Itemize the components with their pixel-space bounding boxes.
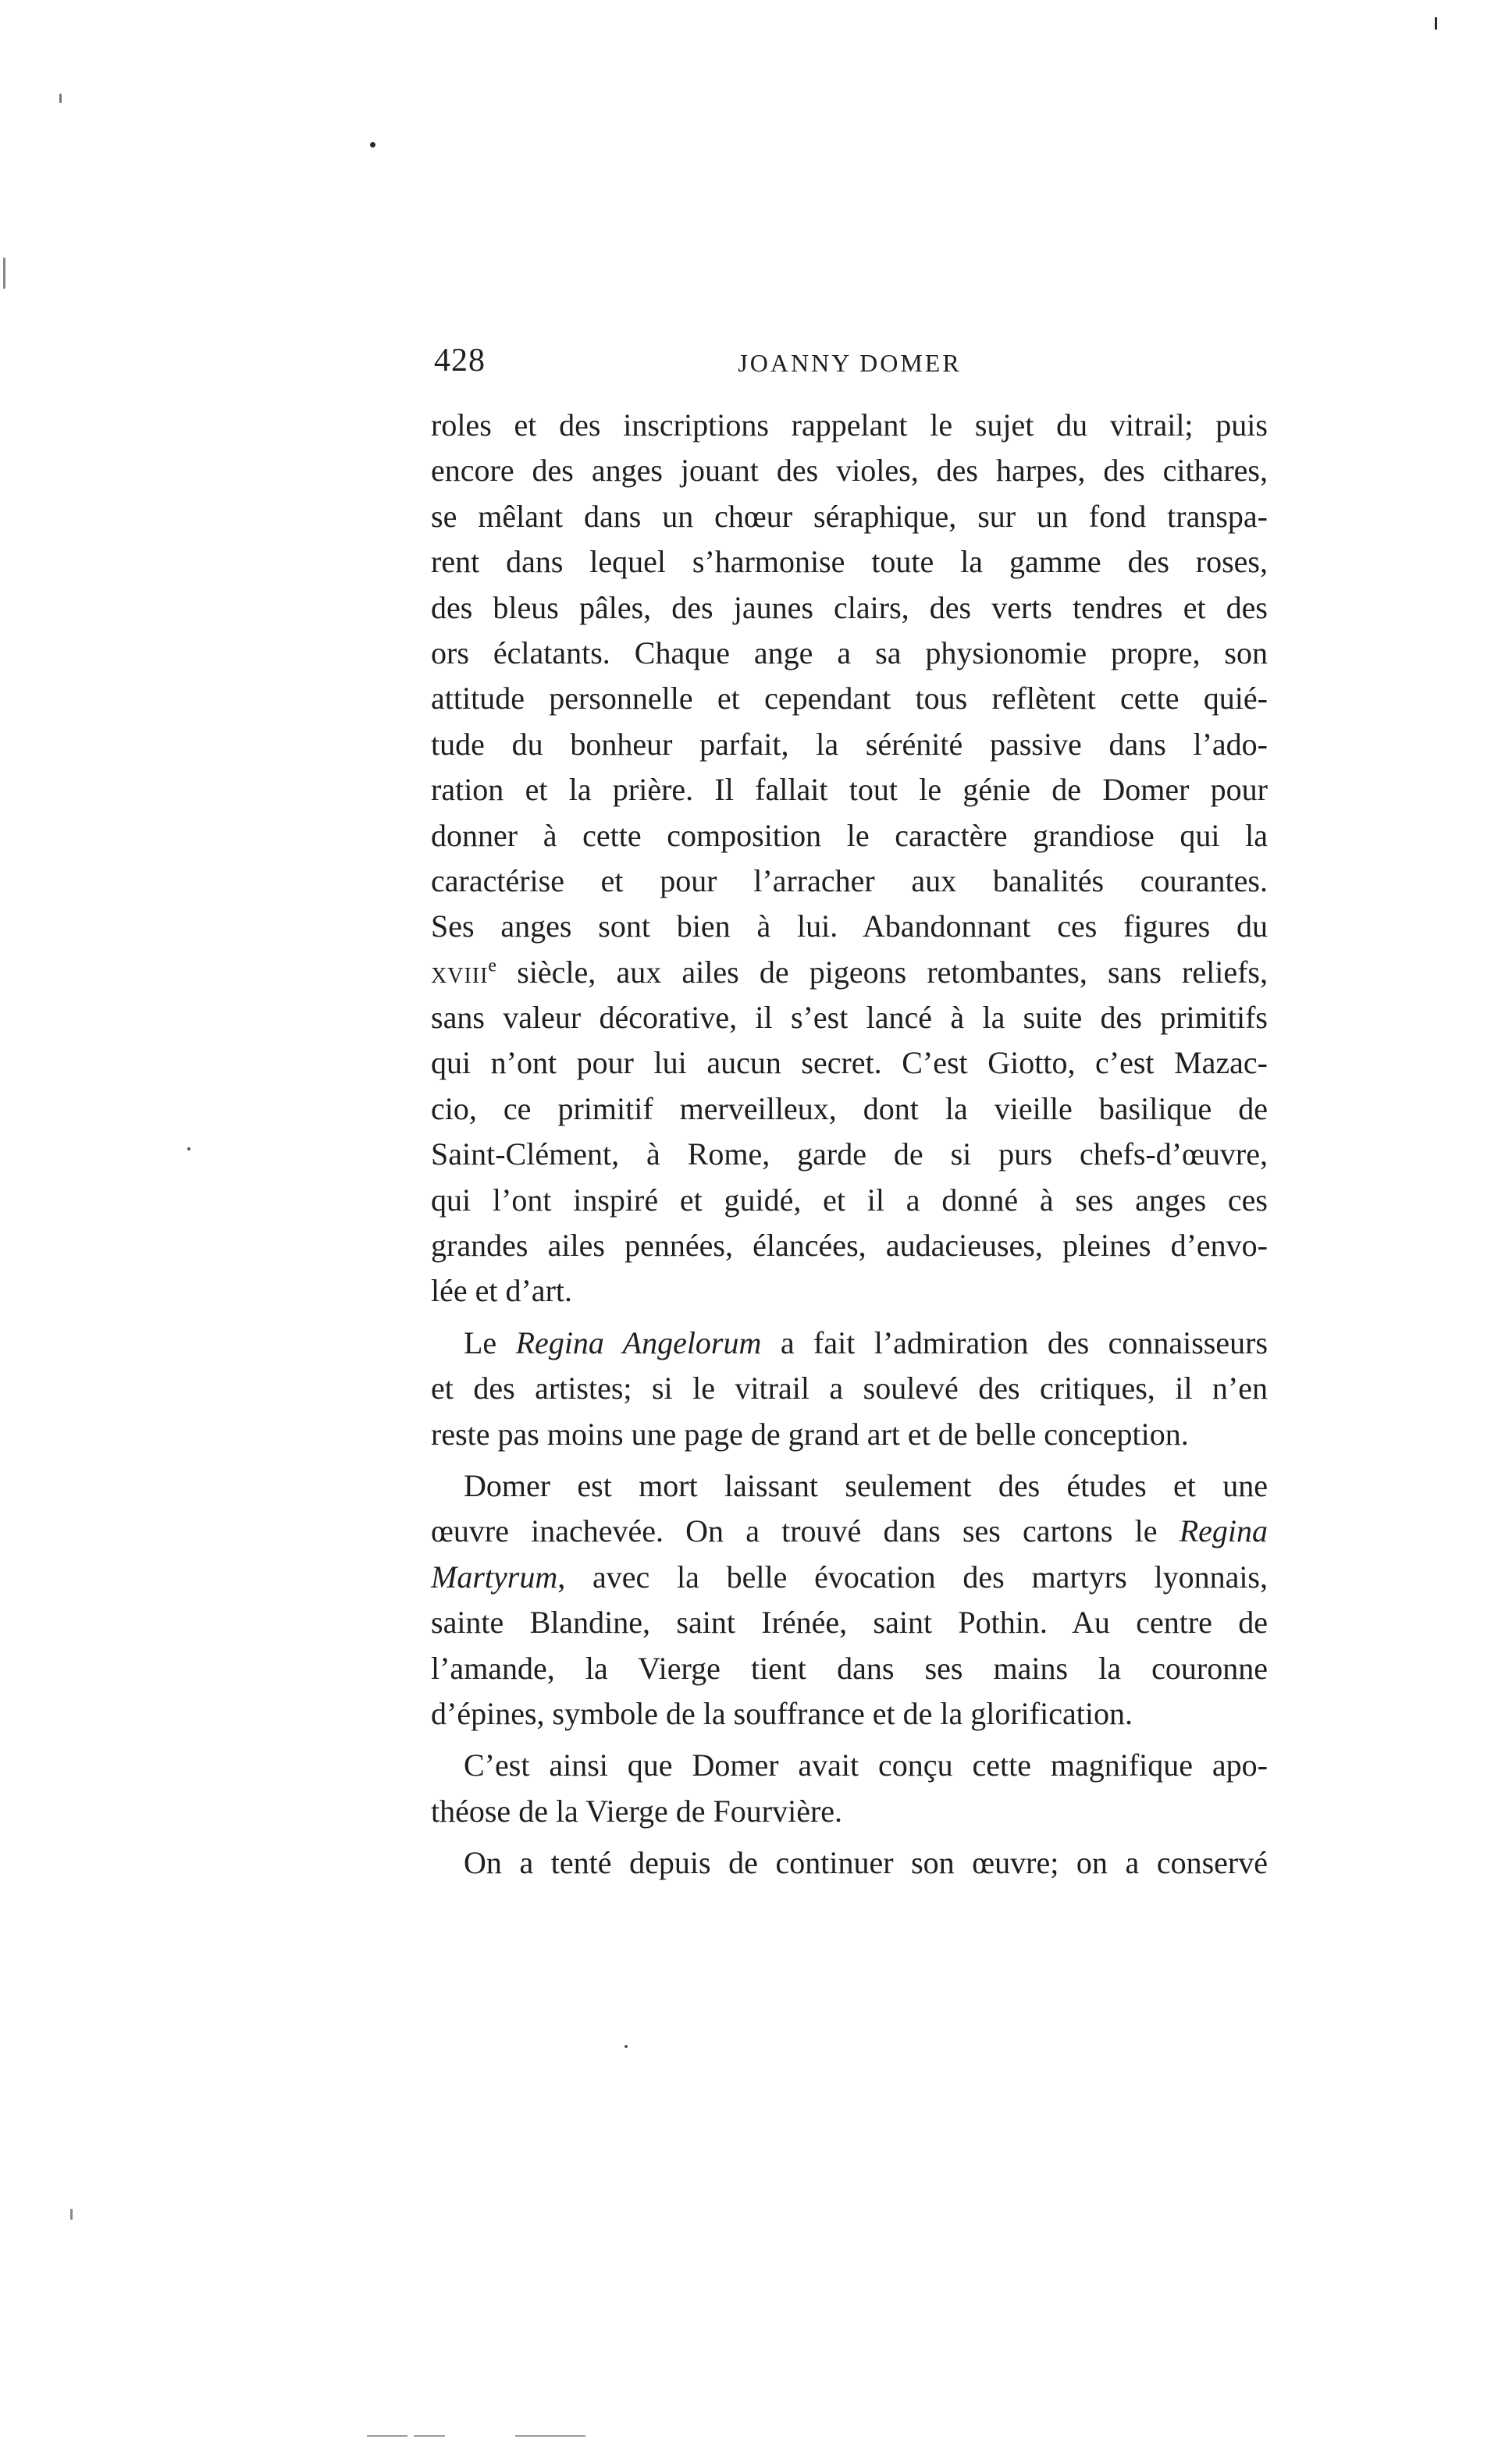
- text-line: Saint-Clément, à Rome, garde de si purs chefs-d’œuvre,: [431, 1136, 1268, 1172]
- paragraph-gap: [431, 1457, 1268, 1463]
- text-line: On a tenté depuis de continuer son œuvre; on a conservé: [464, 1845, 1268, 1881]
- title-martyrum: Martyrum: [431, 1559, 558, 1595]
- text-line-regina-angelorum: [431, 1321, 1268, 1366]
- title-regina: Regina: [1179, 1513, 1268, 1549]
- running-title: JOANNY DOMER: [738, 349, 962, 377]
- text-line: et des artistes; si le vitrail a soulevé des critiques, il n’en: [431, 1371, 1268, 1406]
- scan-speck: [370, 142, 375, 148]
- scan-speck: [624, 2045, 628, 2048]
- scan-edge-line: [515, 2435, 585, 2437]
- body-text: [431, 403, 1268, 1886]
- text-line: reste pas moins une page de grand art et de belle conception.: [431, 1416, 1189, 1452]
- text-line: caractérise et pour l’arracher aux banalités courantes.: [431, 862, 1268, 898]
- text-line-century: [431, 950, 1268, 995]
- text-line: cio, ce primitif merveilleux, dont la vieille basilique de: [431, 1090, 1268, 1126]
- text-line: attitude personnelle et cependant tous reflètent cette quié-: [431, 681, 1268, 716]
- line-remainder: siècle, aux ailes de pigeons retombantes, sans reliefs,: [517, 954, 1268, 990]
- text-line: théose de la Vierge de Fourvière.: [431, 1793, 843, 1829]
- scan-speck: [3, 258, 5, 289]
- paragraph-gap: [431, 1834, 1268, 1840]
- title-regina-angelorum: Regina Angelorum: [515, 1324, 762, 1360]
- running-head: [434, 337, 1265, 384]
- text-line: C’est ainsi que Domer avait conçu cette magnifique apo-: [464, 1748, 1268, 1783]
- text-line: des bleus pâles, des jaunes clairs, des verts tendres et des: [431, 589, 1268, 625]
- paragraph-gap: [431, 1314, 1268, 1321]
- text-line: lée et d’art.: [431, 1273, 572, 1309]
- text-line: qui n’ont pour lui aucun secret. C’est Giotto, c’est Mazac-: [431, 1045, 1268, 1081]
- text-line: sainte Blandine, saint Irénée, saint Pothin. Au centre de: [431, 1605, 1268, 1641]
- text-line: se mêlant dans un chœur séraphique, sur un fond transpa-: [431, 498, 1268, 534]
- text-line: Ses anges sont bien à lui. Abandonnant ces figures du: [431, 908, 1268, 944]
- scan-speck: [70, 2209, 73, 2220]
- text-line: ration et la prière. Il fallait tout le génie de Domer pour: [431, 772, 1268, 808]
- text-line: tude du bonheur parfait, la sérénité passive dans l’ado-: [431, 726, 1268, 762]
- paragraph-gap: [431, 1737, 1268, 1743]
- line-start: œuvre inachevée. On a trouvé dans ses cartons le: [431, 1513, 1158, 1549]
- text-line: donner à cette composition le caractère grandiose qui la: [431, 817, 1268, 853]
- century-superscript: e: [488, 955, 497, 976]
- text-line: sans valeur décorative, il s’est lancé à la suite des primitifs: [431, 1000, 1268, 1036]
- scan-speck: [59, 94, 62, 103]
- scan-speck: [187, 1147, 190, 1150]
- century-numeral: xviii: [431, 954, 489, 990]
- line-remainder: a fait l’admiration des connaisseurs: [780, 1324, 1268, 1360]
- text-line: Domer est mort laissant seulement des études et une: [464, 1467, 1268, 1503]
- text-line: grandes ailes pennées, élancées, audacieuses, pleines d’envo-: [431, 1228, 1268, 1264]
- text-line-martyrum: [431, 1555, 1268, 1600]
- text-line: ors éclatants. Chaque ange a sa physionomie propre, son: [431, 635, 1268, 670]
- text-line: encore des anges jouant des violes, des harpes, des cithares,: [431, 453, 1268, 489]
- text-line-regina: [431, 1509, 1268, 1554]
- text-line: roles et des inscriptions rappelant le sujet du vitrail; puis: [431, 407, 1268, 443]
- scan-speck: [1435, 17, 1437, 30]
- text-line: l’amande, la Vierge tient dans ses mains la couronne: [431, 1650, 1268, 1686]
- scan-edge-line: [414, 2435, 445, 2437]
- text-line: qui l’ont inspiré et guidé, et il a donné à ses anges ces: [431, 1182, 1268, 1218]
- scan-edge-line: [367, 2435, 407, 2437]
- word-le: Le: [464, 1324, 497, 1360]
- page-number: 428: [434, 343, 486, 379]
- text-line: d’épines, symbole de la souffrance et de la glorification.: [431, 1695, 1133, 1731]
- line-remainder: , avec la belle évocation des martyrs lyonnais,: [557, 1559, 1268, 1595]
- text-line: rent dans lequel s’harmonise toute la gamme des roses,: [431, 544, 1268, 580]
